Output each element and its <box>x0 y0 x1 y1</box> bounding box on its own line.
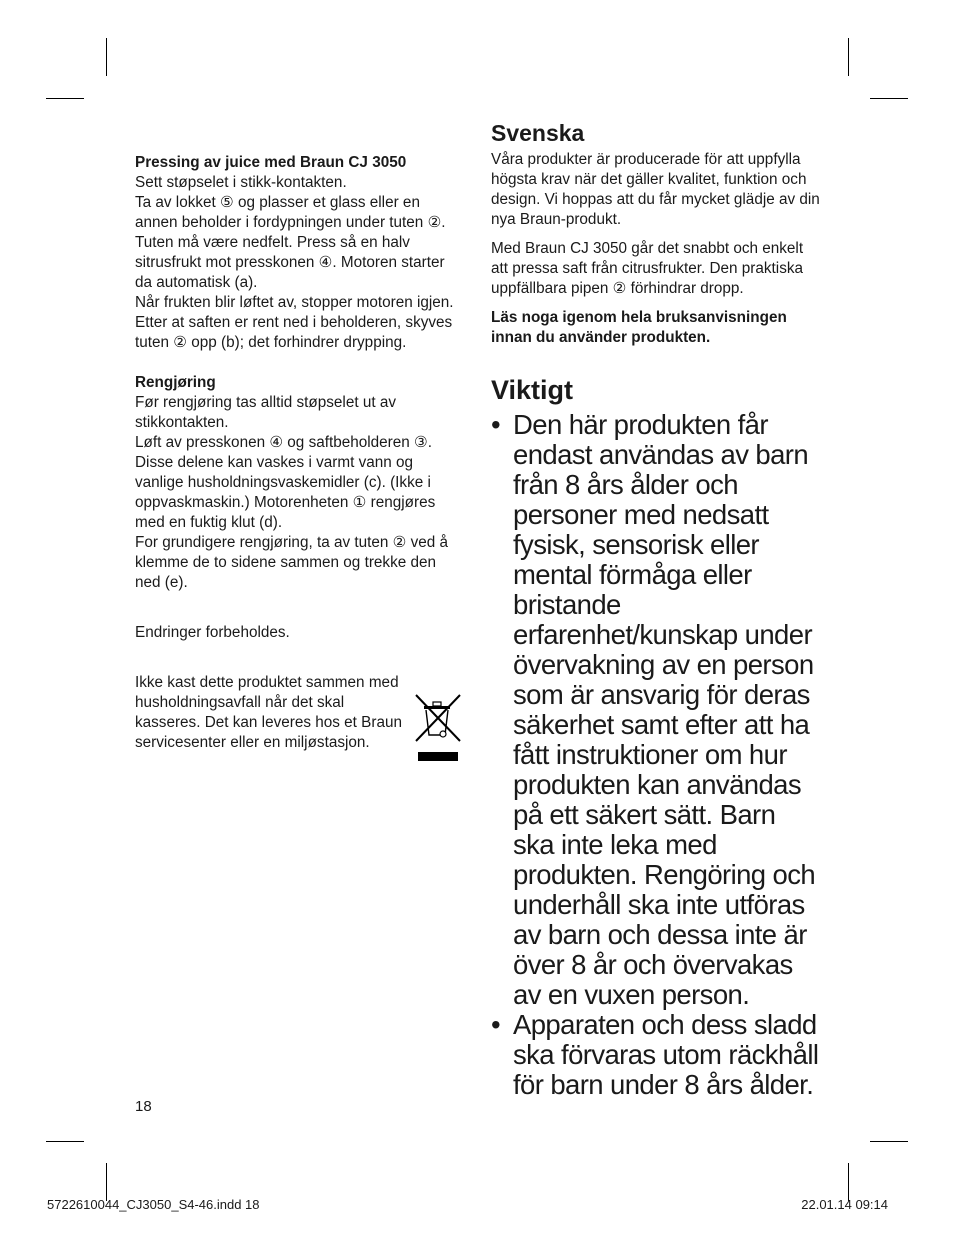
paragraph: For grundigere rengjøring, ta av tuten ② ved å klemme de to sidene sammen og trekke den ned (e). <box>135 534 449 591</box>
disposal-note: Ikke kast dette produktet sammen med husholdningsavfall når det skal kasseres. Det kan leveres hos et Braun servicesenter eller en miljøstasjon. <box>135 674 402 751</box>
intro-paragraph: Våra produkter är producerade för att uppfylla högsta krav när det gäller kvalitet, funktion och design. Vi hoppas att du får mycket glädje av din nya Braun-produkt. <box>491 151 820 228</box>
crop-mark <box>848 38 849 76</box>
list-item: • Apparaten och dess sladd ska förvaras utom räckhåll för barn under 8 års ålder. <box>491 1010 821 1100</box>
footer-date: 22.01.14 09:14 <box>801 1197 888 1212</box>
paragraph: Ta av lokket ⑤ og plasser et glass eller en annen beholder i fordypningen under tuten ②. Tuten må være nedfelt. Press så en halv sitrusfrukt mot presskonen ④. Motoren starter da automatisk (a). <box>135 194 446 291</box>
left-column <box>135 153 465 753</box>
footer-file-info: 5722610044_CJ3050_S4-46.indd 18 <box>47 1197 260 1212</box>
juicing-title: Pressing av juice med Braun CJ 3050 <box>135 154 407 171</box>
paragraph: Løft av presskonen ④ og saftbeholderen ③. Disse delene kan vaskes i varmt vann og vanlige husholdningsvaskemidler (c). (Ikke i oppvaskmaskin.) Motorenheten ① rengjøres med en fuktig klut (d). <box>135 434 436 531</box>
paragraph: Sett støpselet i stikk-kontakten. <box>135 174 347 191</box>
paragraph: Når frukten blir løftet av, stopper motoren igjen. Etter at saften er rent ned i beholderen, skyves tuten ② opp (b); det forhindrer drypping. <box>135 294 454 351</box>
crop-mark <box>46 1141 84 1142</box>
list-item: • Den här produkten får endast användas av barn från 8 års ålder och personer med nedsatt fysisk, sensorisk eller mental förmåga eller bristande erfarenhet/kunskap under övervakning av en person som är ansvarig för deras säkerhet samt efter att ha fått instruktioner om hur produkten kan användas på ett säkert sätt. Barn ska inte leka med produkten. Rengöring och underhåll ska inte utföras av barn och dessa inte är över 8 år och övervakas av en vuxen person. <box>491 410 821 1010</box>
changes-note: Endringer forbeholdes. <box>135 624 290 641</box>
product-paragraph: Med Braun CJ 3050 går det snabbt och enkelt att pressa saft från citrusfrukter. Den praktiska uppfällbara pipen ② förhindrar dropp. <box>491 240 804 297</box>
crop-mark <box>870 98 908 99</box>
important-heading: Viktigt <box>491 375 574 405</box>
page-number: 18 <box>135 1098 152 1115</box>
crop-mark <box>106 38 107 76</box>
right-column <box>491 118 821 1100</box>
weee-bin-icon <box>412 693 462 763</box>
crop-mark <box>848 1163 849 1201</box>
cleaning-title: Rengjøring <box>135 374 216 391</box>
language-heading: Svenska <box>491 120 585 146</box>
read-manual-notice: Läs noga igenom hela bruksanvisningen innan du använder produkten. <box>491 309 787 346</box>
paragraph: Før rengjøring tas alltid støpselet ut av stikkontakten. <box>135 394 396 431</box>
important-list <box>491 410 821 1100</box>
crop-mark <box>870 1141 908 1142</box>
crop-mark <box>46 98 84 99</box>
crop-mark <box>106 1163 107 1201</box>
